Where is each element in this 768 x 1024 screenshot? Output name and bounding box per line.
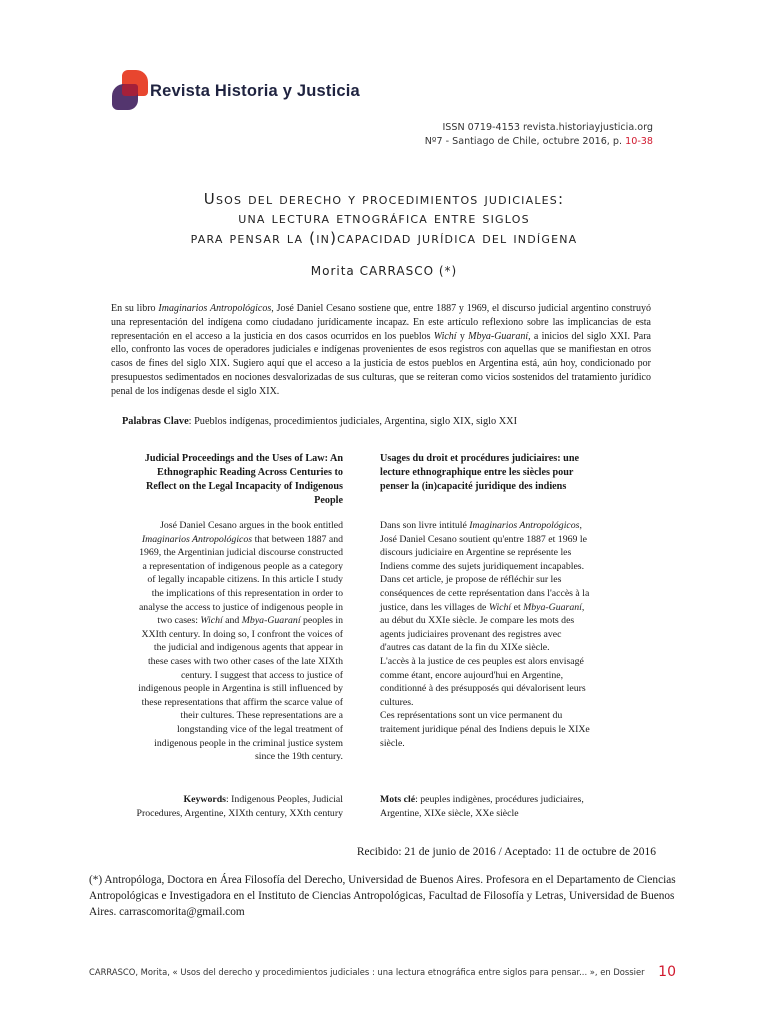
keywords-en: Keywords: Indigenous Peoples, Judicial Procedures, Argentine, XIXth century, XXth century <box>136 794 343 819</box>
abstract-es: En su libro Imaginarios Antropológicos, José Daniel Cesano sostiene que, entre 1887 y 1969, el discurso judicial argentino construyó una representación del indígena como ciudadano jurídicamente incapaz. En este artículo reflexiono sobre las implicancias de esta representación en el acceso a la justicia en dos casos ocurridos en los pueblos Wichí y Mbya-Guaraní, a inicios del siglo XXI. Para ello, confronto las voces de operadores judiciales e indígenas provenientes de esos registros con aquellas que se manifiestan en otros casos de fines del siglo XIX. Sugiero aquí que el acceso a la justicia de estos pueblos en Argentina está, aún hoy, condicionado por presupuestos sedimentados en nociones desvalorizadas de sus culturas, que se reiteran como vicios sostenidos del tratamiento jurídico penal de los indígenas desde el siglo XIX. <box>111 303 651 397</box>
journal-logo <box>112 68 148 112</box>
issue-line-text: Nº7 - Santiago de Chile, octubre 2016, p. <box>424 136 623 147</box>
keywords-label: Palabras Clave <box>122 416 189 427</box>
journal-name: Revista Historia y Justicia <box>150 82 360 100</box>
author-footnote: (*) Antropóloga, Doctora en Área Filosofía del Derecho, Universidad de Buenos Aires. Profesora en el Departamento de Ciencias Antropológicas e Investigadora en el Instituto de Ciencias Antropológicas, Facultad de Filosofía y Letras, Universidad de Buenos Aires. carrascomorita@gmail.com <box>89 874 676 918</box>
received-accepted-dates: Recibido: 21 de junio de 2016 / Aceptado: 11 de octubre de 2016 <box>356 846 656 858</box>
abstract-fr-title: Usages du droit et procédures judiciaires: une lecture ethnographique entre les siècles pour penser la (in)capacité juridique des indiens <box>380 453 580 492</box>
abstract-en: José Daniel Cesano argues in the book entitled Imaginarios Antropológicos that between 1887 and 1969, the Argentinian judicial discourse constructed a representation of indigenous people as a category of legally incapable citizens. In this article I study the implications of this representation in order to analyse the access to justice of indigenous people in two cases: Wichí and Mbya-Guaraní peoples in XXIth century. In doing so, I confront the voices of the judicial and indigenous agents that appear in these cases with two other cases of the late XIXth century. I suggest that access to justice of indigenous people in Argentina is still influenced by these representations that affirm the scarce value of their cultures. These representations are a longstanding vice of the legal treatment of indigenous people in the criminal justice system since the 19th century. <box>138 520 343 763</box>
issue-line <box>425 136 653 147</box>
footer-citation: CARRASCO, Morita, « Usos del derecho y procedimientos judiciales : una lectura etnográfica entre siglos para pensar... », en Dossier <box>89 967 645 977</box>
issn-line: ISSN 0719-4153 revista.historiayjusticia.org <box>442 122 653 133</box>
article-title-line-3: para pensar la (in)capacidad jurídica del indígena <box>190 229 578 247</box>
abstract-en-title: Judicial Proceedings and the Uses of Law: An Ethnographic Reading Across Centuries to Reflect on the Legal Incapacity of Indigenous People <box>144 453 343 506</box>
keywords-es: Palabras Clave: Pueblos indígenas, procedimientos judiciales, Argentina, siglo XIX, siglo XXI <box>122 416 518 427</box>
page-range: 10-38 <box>625 136 653 147</box>
article-title-line-2: una lectura etnográfica entre siglos <box>238 209 530 227</box>
author-name: Morita CARRASCO (*) <box>310 264 458 278</box>
keywords-fr: Mots clé: peuples indigènes, procédures judiciaires, Argentine, XIXe siècle, XXe siècle <box>380 794 584 819</box>
book-title: Imaginarios Antropológicos <box>158 303 272 314</box>
article-title-line-1: Usos del derecho y procedimientos judiciales: <box>203 190 565 208</box>
abstract-fr: Dans son livre intitulé Imaginarios Antropológicos, José Daniel Cesano soutient qu'entre 1887 et 1969 le discours judiciaire en Argentine se représente les Indiens comme des sujets juridiquement incapables. Dans cet article, je propose de réfléchir sur les conséquences de cette représentation dans l'accès à la justice, dans les villages de Wichí et Mbya-Guaraní, au début du XXIe siècle. Je compare les mots des agents judiciaires provenant des registres avec d'autres cas datant de la fin du XIXe siècle. L'accès à la justice de ces peuples est alors envisagé comme étant, encore aujourd'hui en Argentine, conditionné à des présupposés qui dévalorisent leurs cultures. Ces représentations sont un vice permanent du traitement juridique pénal des Indiens depuis le XIXe siècle. <box>380 520 590 749</box>
page-number: 10 <box>658 964 676 980</box>
